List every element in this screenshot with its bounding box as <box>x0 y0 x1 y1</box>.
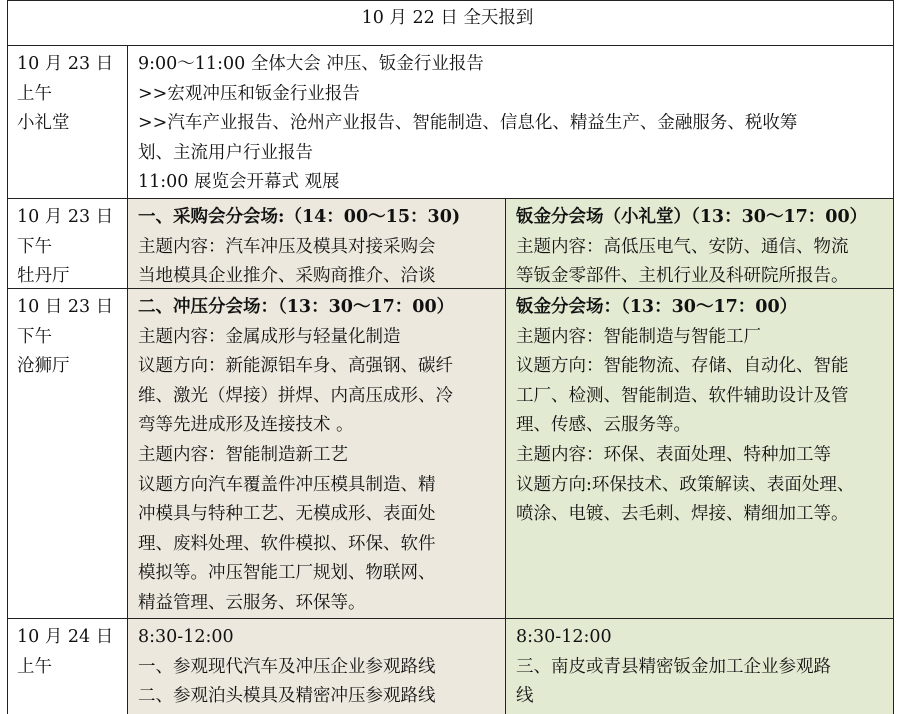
row1-date: 10 月 23 日 <box>17 54 114 74</box>
row3-date: 10 日 23 日 <box>17 297 114 317</box>
sheetmetal-direction-1-line-1: 议题方向：智能物流、存储、自动化、智能 <box>516 356 849 377</box>
row2-period: 下午 <box>17 236 52 257</box>
stamping-direction-1-line-2: 维、激光（焊接）拼焊、内高压成形、冷 <box>138 385 453 406</box>
row4-sheetmetal-visit-cell <box>506 619 894 714</box>
sheetmetal-session-2-title: 钣金分会场：（13：30～17：00） <box>516 297 798 317</box>
row2-time-cell <box>7 199 128 289</box>
row3-period: 下午 <box>17 326 52 347</box>
row1-line-plenary: 9:00～11:00 全体大会 冲压、钣金行业报告 <box>138 54 484 74</box>
row1-line-industry: >>汽车产业报告、沧州产业报告、智能制造、信息化、精益生产、金融服务、税收筹 <box>138 113 798 134</box>
stamping-direction-2-line-2: 冲模具与特种工艺、无模成形、表面处 <box>138 504 436 525</box>
sheetmetal-topic-2: 主题内容：环保、表面处理、特种加工等 <box>516 444 831 465</box>
visit-route-1: 一、参观现代汽车及冲压企业参观路线 <box>138 656 436 677</box>
stamping-direction-2-line-3: 理、废料处理、软件模拟、环保、软件 <box>138 533 436 554</box>
sheetmetal-session-title: 钣金分会场（小礼堂）（13：30～17：00） <box>516 207 868 227</box>
row2-procurement-session-cell <box>128 199 506 289</box>
day1-registration-cell <box>7 0 894 46</box>
sheetmetal-direction-1-line-2: 工厂、检测、智能制造、软件辅助设计及管 <box>516 385 849 406</box>
sheetmetal-direction-1-line-3: 理、传感、云服务等。 <box>516 415 691 436</box>
conference-schedule-table <box>7 0 894 714</box>
day1-registration-text: 10 月 22 日 全天报到 <box>361 8 534 28</box>
stamping-direction-2-line-1: 议题方向汽车覆盖件冲压模具制造、精 <box>138 474 436 495</box>
visit-route-2: 二、参观泊头模具及精密冲压参观路线 <box>138 686 436 707</box>
row4-date: 10 月 24 日 <box>17 627 114 647</box>
row1-period: 上午 <box>17 83 52 104</box>
row3-venue: 沧狮厅 <box>17 356 70 377</box>
stamping-direction-1-line-3: 弯等先进成形及连接技术 。 <box>138 415 354 436</box>
row1-time-cell <box>7 46 128 199</box>
row1-content-cell <box>128 46 894 199</box>
stamping-direction-1-line-1: 议题方向：新能源铝车身、高强钢、碳纤 <box>138 356 453 377</box>
visit-route-3: 三、南皮或青县精密钣金加工企业参观路 <box>516 656 831 677</box>
sheetmetal-visit-time: 8:30-12:00 <box>516 627 612 647</box>
row4-visit-routes-cell <box>128 619 506 714</box>
row2-date: 10 月 23 日 <box>17 207 114 227</box>
stamping-session-title: 二、冲压分会场：（13：30～17：00） <box>138 297 455 317</box>
row2-venue: 牡丹厅 <box>17 266 70 287</box>
row3-sheetmetal-session-cell <box>506 289 894 619</box>
row3-time-cell <box>7 289 128 619</box>
stamping-topic-1: 主题内容：金属成形与轻量化制造 <box>138 326 401 347</box>
sheetmetal-direction-2-line-1: 议题方向:环保技术、政策解读、表面处理、 <box>516 474 855 495</box>
row4-time-cell <box>7 619 128 714</box>
row1-line-opening: 11:00 展览会开幕式 观展 <box>138 172 340 193</box>
row1-line-macro: >>宏观冲压和钣金行业报告 <box>138 83 360 104</box>
visit-route-3-cont: 线 <box>516 686 534 707</box>
row4-period: 上午 <box>17 656 52 677</box>
procurement-session-title: 一、采购会分会场:（14：00～15：30) <box>138 207 461 227</box>
procurement-session-line-1: 主题内容：汽车冲压及模具对接采购会 <box>138 236 436 257</box>
sheetmetal-session-line-1: 主题内容：高低压电气、安防、通信、物流 <box>516 236 849 257</box>
procurement-session-line-2: 当地模具企业推介、采购商推介、洽谈 <box>138 266 436 287</box>
row1-venue: 小礼堂 <box>17 113 70 134</box>
visit-time: 8:30-12:00 <box>138 627 234 647</box>
stamping-direction-2-line-4: 模拟等。冲压智能工厂规划、物联网、 <box>138 563 436 584</box>
stamping-topic-2: 主题内容：智能制造新工艺 <box>138 444 348 465</box>
row1-line-industry-cont: 划、主流用户行业报告 <box>138 142 313 163</box>
sheetmetal-session-line-2: 等钣金零部件、主机行业及科研院所报告。 <box>516 266 849 287</box>
stamping-direction-2-line-5: 精益管理、云服务、环保等。 <box>138 592 366 613</box>
row2-sheetmetal-session-cell <box>506 199 894 289</box>
sheetmetal-topic-1: 主题内容：智能制造与智能工厂 <box>516 326 761 347</box>
sheetmetal-direction-2-line-2: 喷涂、电镀、去毛刺、焊接、精细加工等。 <box>516 504 849 525</box>
row3-stamping-session-cell <box>128 289 506 619</box>
